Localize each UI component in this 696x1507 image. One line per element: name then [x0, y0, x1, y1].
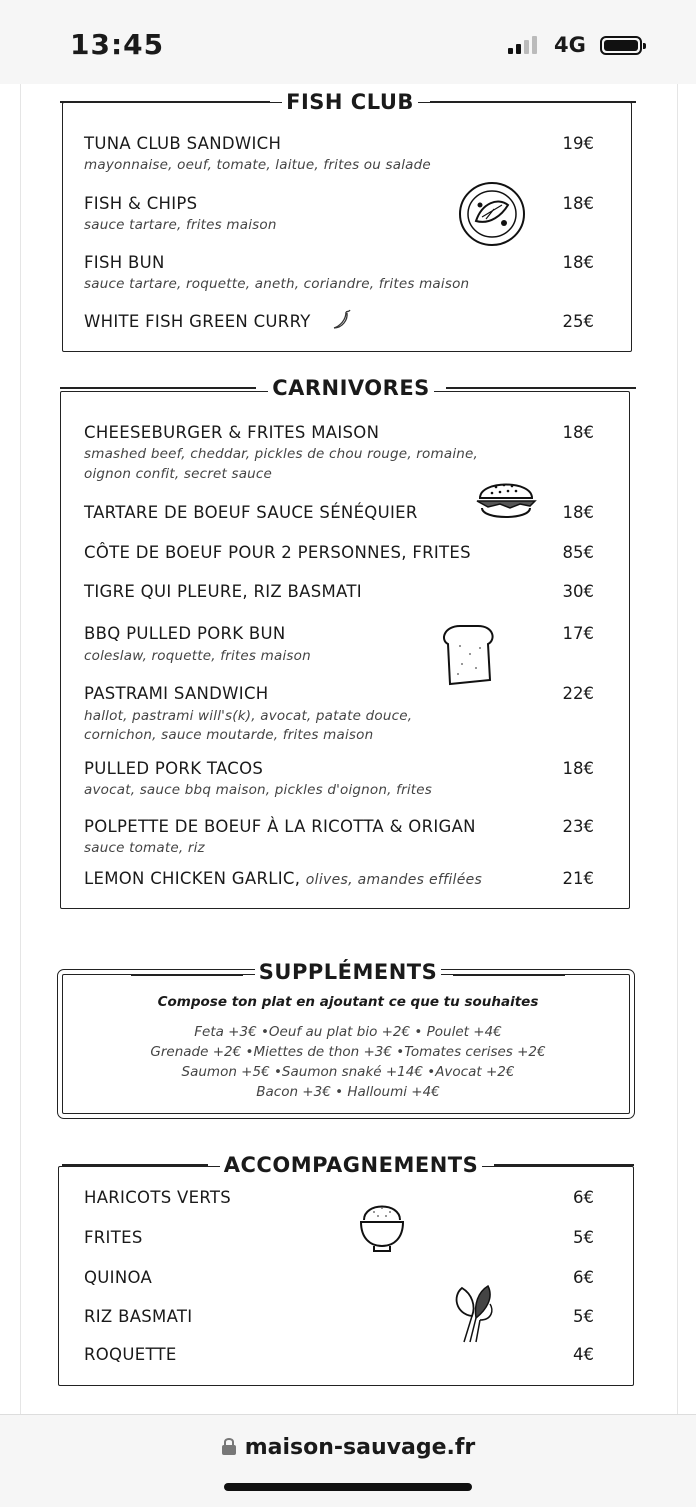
spinach-leaves-icon: [450, 1280, 496, 1346]
lock-icon: [221, 1436, 237, 1456]
supplement-line: Bacon +3€ • Halloumi +4€: [256, 1084, 440, 1100]
burger-icon: [474, 474, 538, 522]
fish-club-title: FISH CLUB: [0, 90, 696, 114]
network-type: 4G: [554, 33, 586, 57]
accompagnements-title: ACCOMPAGNEMENTS: [0, 1153, 696, 1177]
rice-bowl-icon: [358, 1198, 406, 1254]
chili-pepper-icon: [330, 308, 352, 332]
home-indicator[interactable]: [224, 1483, 472, 1491]
supplements-subtitle: Compose ton plat en ajoutant ce que tu souhaites: [157, 994, 539, 1010]
supplement-line: Saumon +5€ •Saumon snaké +14€ •Avocat +2€: [181, 1064, 515, 1080]
url-text[interactable]: maison-sauvage.fr: [244, 1435, 476, 1460]
supplements-title: SUPPLÉMENTS: [0, 960, 696, 984]
fish-plate-icon: [458, 181, 526, 247]
supplement-line: Grenade +2€ •Miettes de thon +3€ •Tomates cerises +2€: [150, 1044, 546, 1060]
browser-address-bar[interactable]: [0, 1414, 696, 1507]
signal-icon: [508, 36, 537, 54]
toast-bread-icon: [440, 622, 496, 688]
status-bar: [0, 0, 696, 84]
battery-icon: [600, 36, 642, 55]
carnivores-title: CARNIVORES: [0, 376, 696, 400]
status-time: 13:45: [70, 28, 165, 61]
supplement-line: Feta +3€ •Oeuf au plat bio +2€ • Poulet +4€: [194, 1024, 502, 1040]
